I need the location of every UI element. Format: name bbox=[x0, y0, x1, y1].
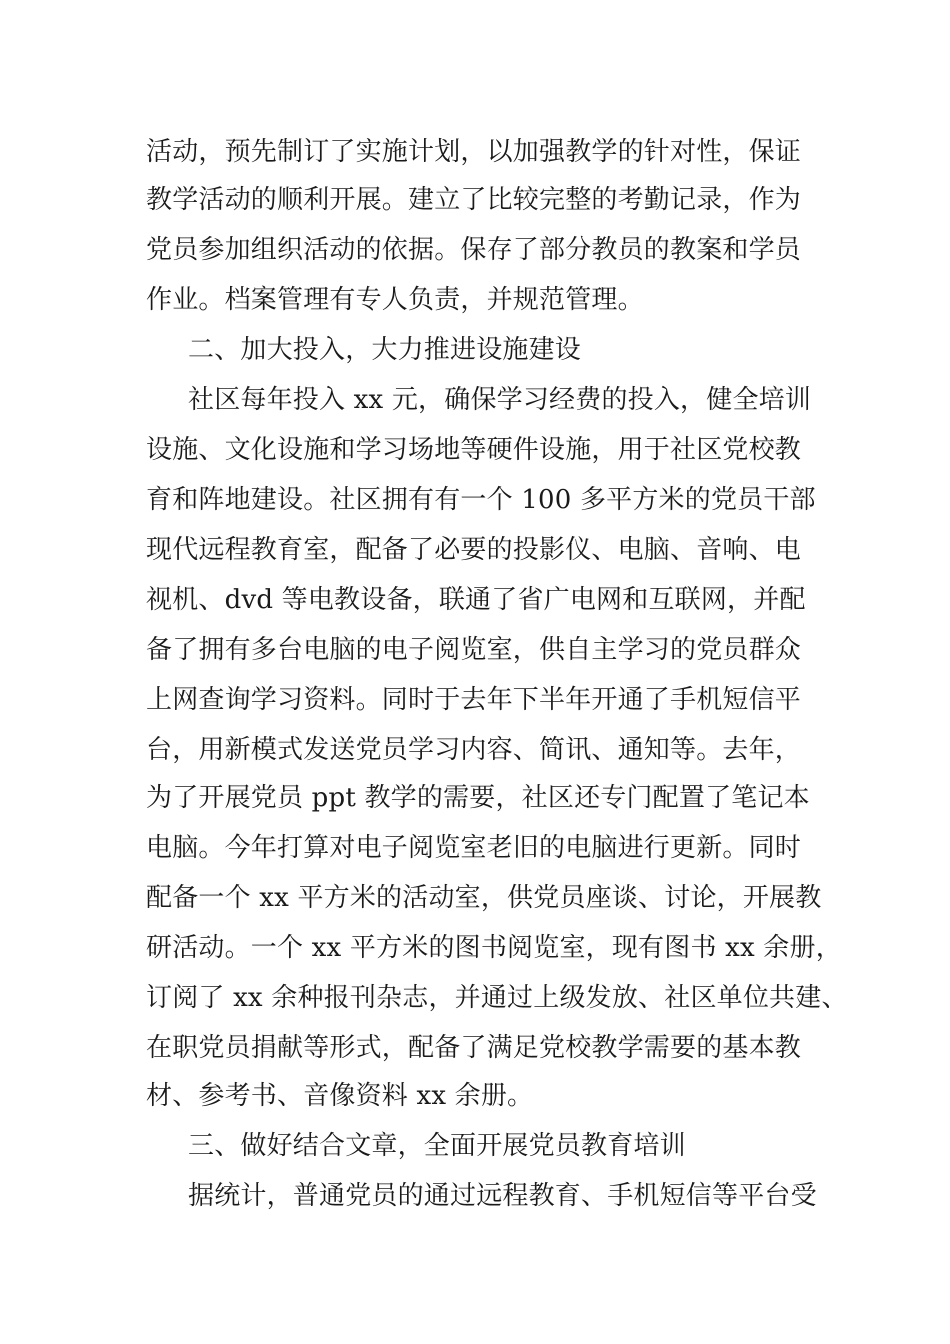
text-line-13: 台，用新模式发送党员学习内容、简讯、通知等。去年， bbox=[146, 735, 802, 765]
text-line-4: 作业。档案管理有专人负责，并规范管理。 bbox=[146, 285, 644, 315]
text-line-19: 在职党员捐献等形式，配备了满足党校教学需要的基本教 bbox=[146, 1033, 802, 1063]
text-line-8: 育和阵地建设。社区拥有有一个 100 多平方米的党员干部 bbox=[146, 485, 816, 515]
text-line-2: 教学活动的顺利开展。建立了比较完整的考勤记录，作为 bbox=[146, 185, 802, 215]
text-line-9: 现代远程教育室，配备了必要的投影仪、电脑、音响、电 bbox=[146, 535, 802, 565]
text-line-3: 党员参加组织活动的依据。保存了部分教员的教案和学员 bbox=[146, 235, 802, 265]
text-line-7: 设施、文化设施和学习场地等硬件设施，用于社区党校教 bbox=[146, 435, 802, 465]
text-line-1: 活动，预先制订了实施计划，以加强教学的针对性，保证 bbox=[146, 137, 802, 167]
section-heading-2: 二、加大投入，大力推进设施建设 bbox=[188, 335, 582, 365]
text-line-20: 材、参考书、音像资料 xx 余册。 bbox=[146, 1081, 534, 1111]
text-line-12: 上网查询学习资料。同时于去年下半年开通了手机短信平 bbox=[146, 685, 802, 715]
text-line-15: 电脑。今年打算对电子阅览室老旧的电脑进行更新。同时 bbox=[146, 833, 802, 863]
text-line-14: 为了开展党员 ppt 教学的需要，社区还专门配置了笔记本 bbox=[146, 783, 810, 813]
text-line-18: 订阅了 xx 余种报刊杂志，并通过上级发放、社区单位共建、 bbox=[146, 983, 848, 1013]
text-line-16: 配备一个 xx 平方米的活动室，供党员座谈、讨论，开展教 bbox=[146, 883, 822, 913]
text-line-11: 备了拥有多台电脑的电子阅览室，供自主学习的党员群众 bbox=[146, 635, 802, 665]
text-line-17: 研活动。一个 xx 平方米的图书阅览室，现有图书 xx 余册， bbox=[146, 933, 842, 963]
paragraph-start-line: 社区每年投入 xx 元，确保学习经费的投入，健全培训 bbox=[188, 385, 812, 415]
section-heading-3: 三、做好结合文章，全面开展党员教育培训 bbox=[188, 1131, 686, 1161]
text-line-22: 据统计，普通党员的通过远程教育、手机短信等平台受 bbox=[188, 1181, 817, 1211]
text-line-10: 视机、dvd 等电教设备，联通了省广电网和互联网，并配 bbox=[146, 585, 806, 615]
